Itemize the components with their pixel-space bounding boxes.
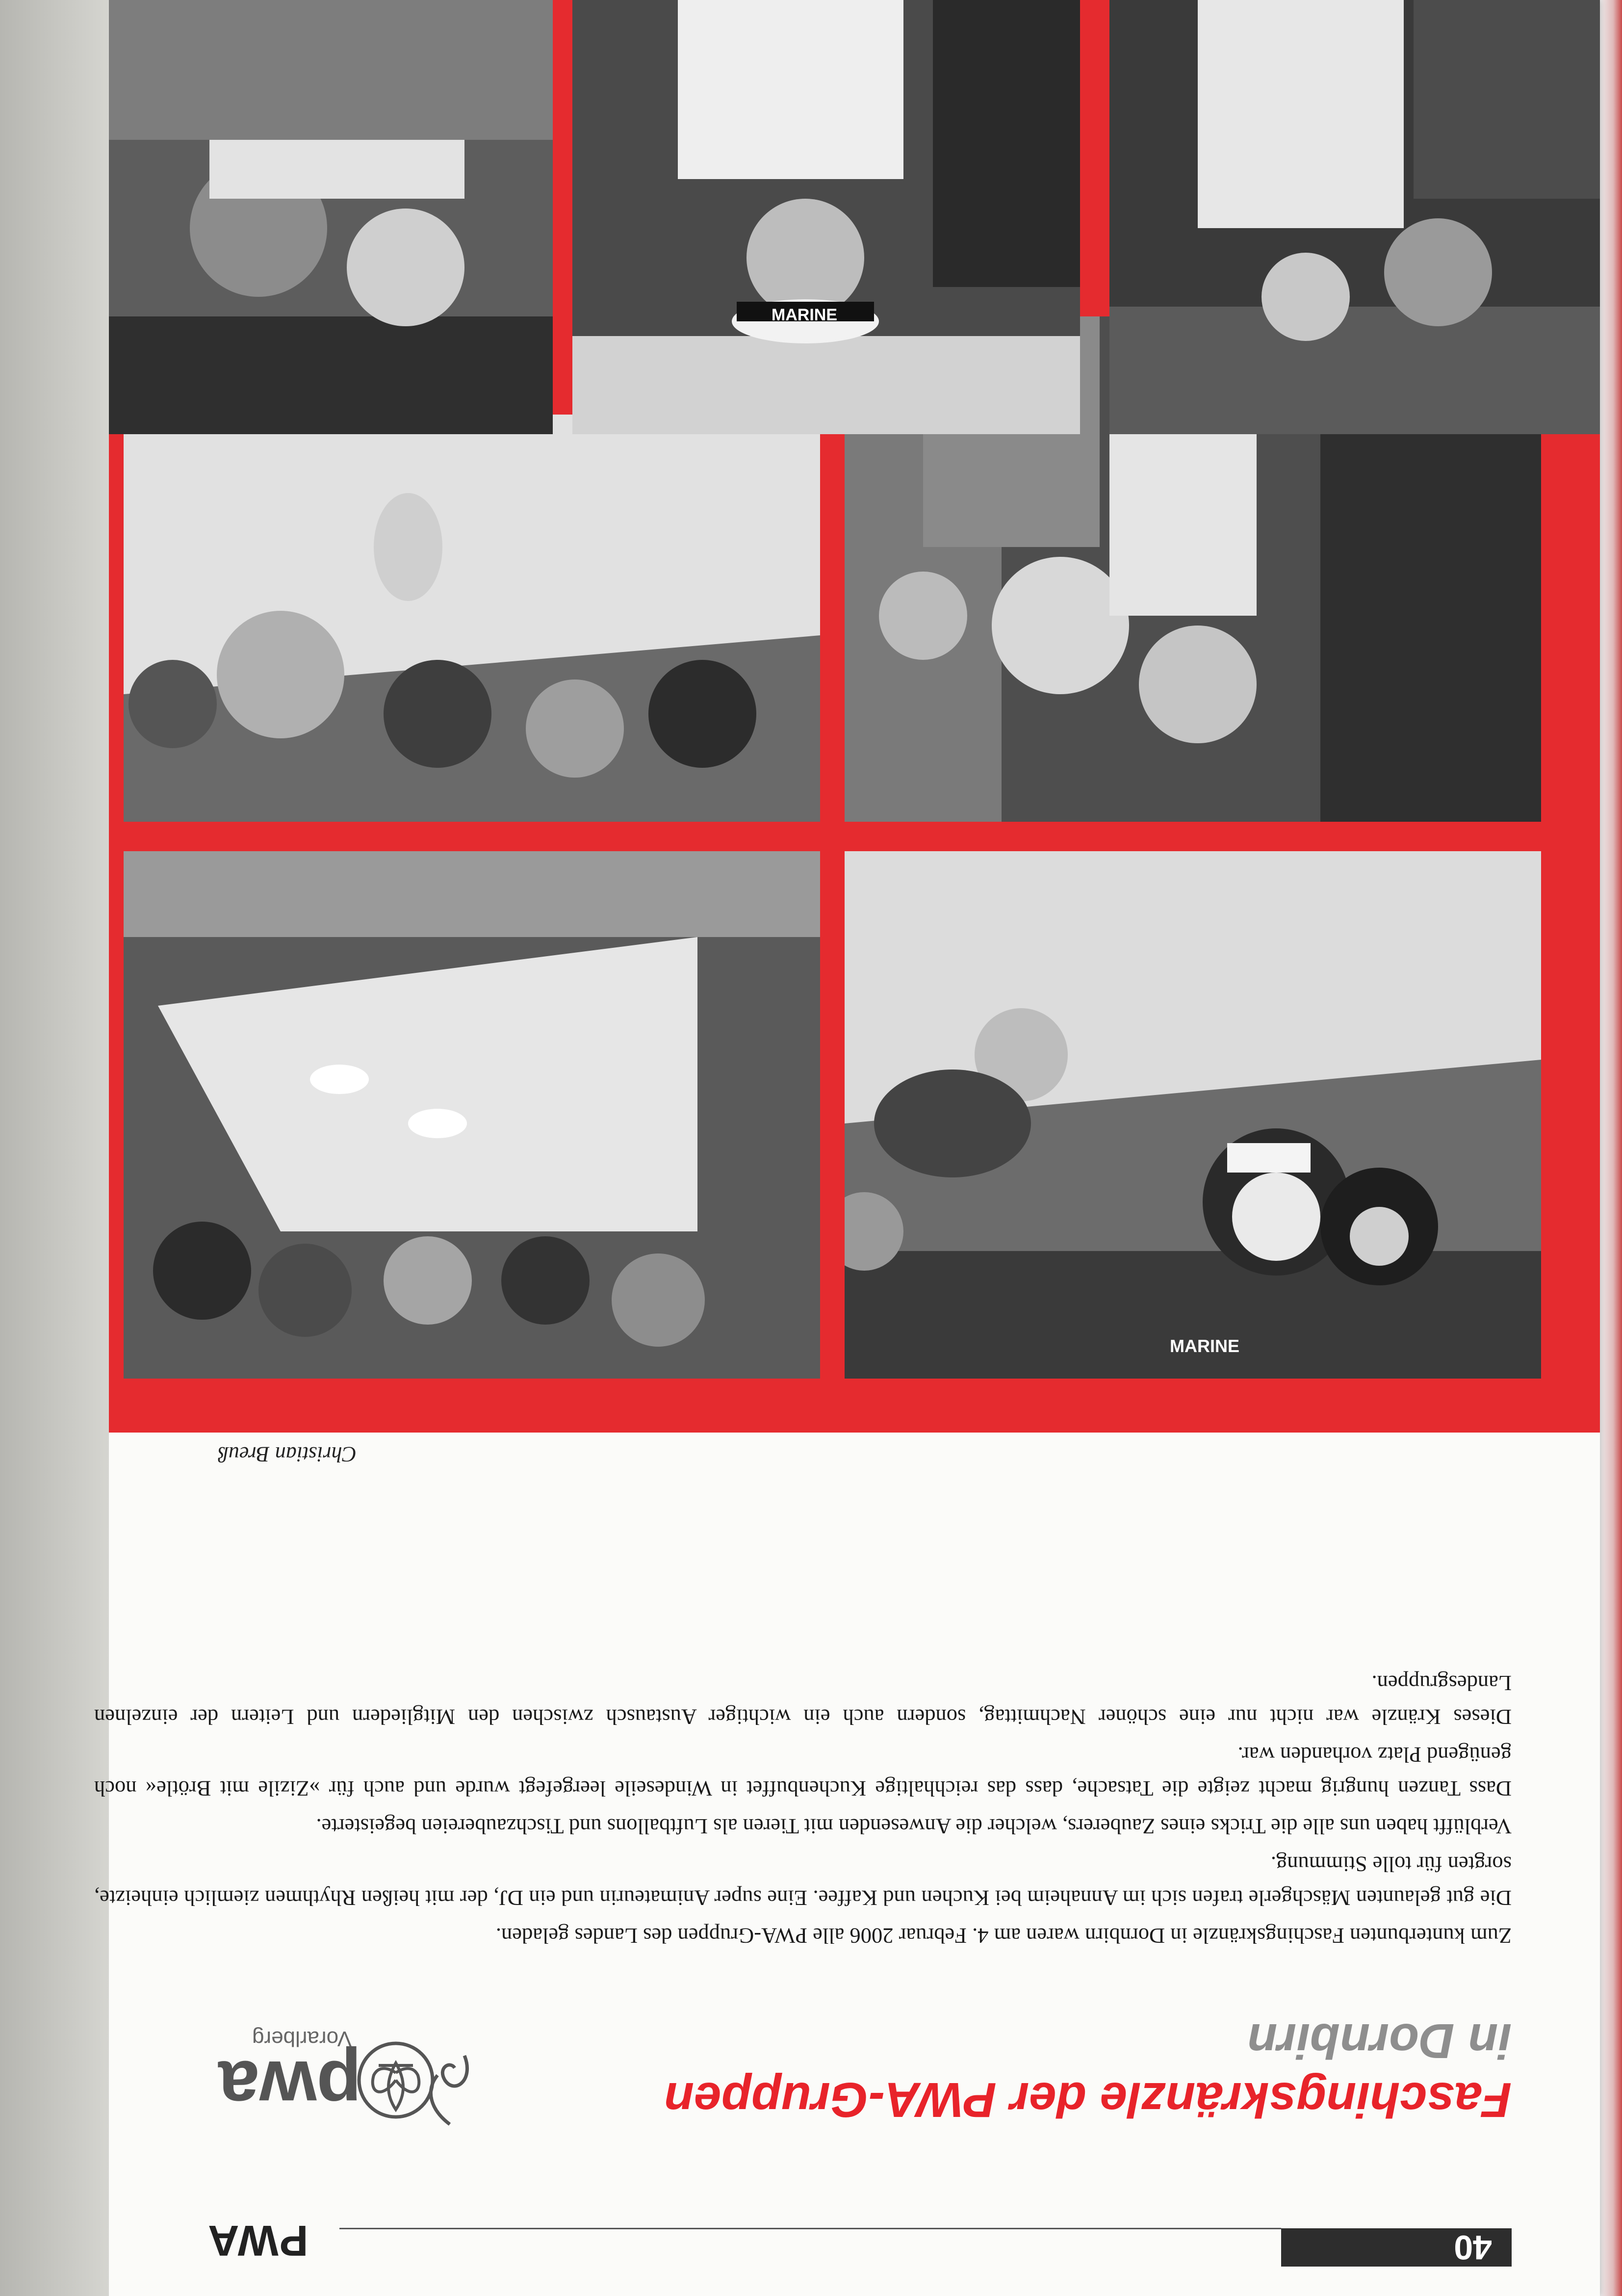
title-line-2: in Dornbirn <box>1247 2013 1512 2068</box>
paragraph: Dieses Kränzle war nicht nur eine schöner Nachmittag, sondern auch ein wichtiger Austausch zwischen den Mitgliedern und Leitern der einzelnen Landesgruppen. <box>94 1671 1512 1729</box>
paragraph: Die gut gelaunten Mäschgerle trafen sich im Annaheim bei Kuchen und Kaffee. Eine super Animateurin und ein DJ, der mit heißen Rhythmen ziemlich einheizte, sorgten für tolle Stimmung. <box>94 1852 1512 1910</box>
title-line-1: Faschingskränzle der PWA-Gruppen <box>664 2072 1512 2127</box>
paragraph: Dass Tanzen hungrig macht zeigte die Tatsache, dass das reichhaltige Kuchenbuffet in Windeseile leergefegt wurde und auch für »Zizile mit Brötle« noch genügend Platz vorhanden war. <box>94 1743 1512 1801</box>
hat-label: MARINE <box>771 306 837 324</box>
paragraph: Zum kunterbunten Faschingskränzle in Dornbirn waren am 4. Februar 2006 alle PWA-Gruppen des Landes geladen. <box>495 1924 1512 1948</box>
page-edge <box>1600 0 1622 2296</box>
section-label: PWA <box>207 2217 309 2265</box>
party-photo <box>109 0 553 434</box>
page-number: 40 <box>1281 2228 1512 2267</box>
party-photo <box>124 415 820 822</box>
hat-label: MARINE <box>1170 1336 1239 1356</box>
scan-background <box>0 0 109 2296</box>
photo-collage <box>109 0 1600 1433</box>
party-photo <box>1109 0 1600 434</box>
header-rule <box>339 2228 1281 2229</box>
article-author: Christian Breuß <box>217 1442 357 1466</box>
paragraph: Verblüfft haben uns alle die Tricks eines Zauberers, welcher die Anwesenden mit Tieren als Luftballons und Tischzaubereien begeisterte. <box>316 1814 1512 1839</box>
party-photo <box>572 0 1080 434</box>
party-photo <box>845 851 1541 1379</box>
article-title <box>433 2011 1512 2129</box>
page-header <box>109 2168 1600 2296</box>
pwa-logo <box>209 2016 484 2154</box>
logo-wordmark: pwa <box>218 2046 361 2128</box>
party-photo <box>124 851 820 1379</box>
article-body <box>94 1662 1512 1953</box>
logo-region: Vorarlberg <box>252 2027 352 2051</box>
